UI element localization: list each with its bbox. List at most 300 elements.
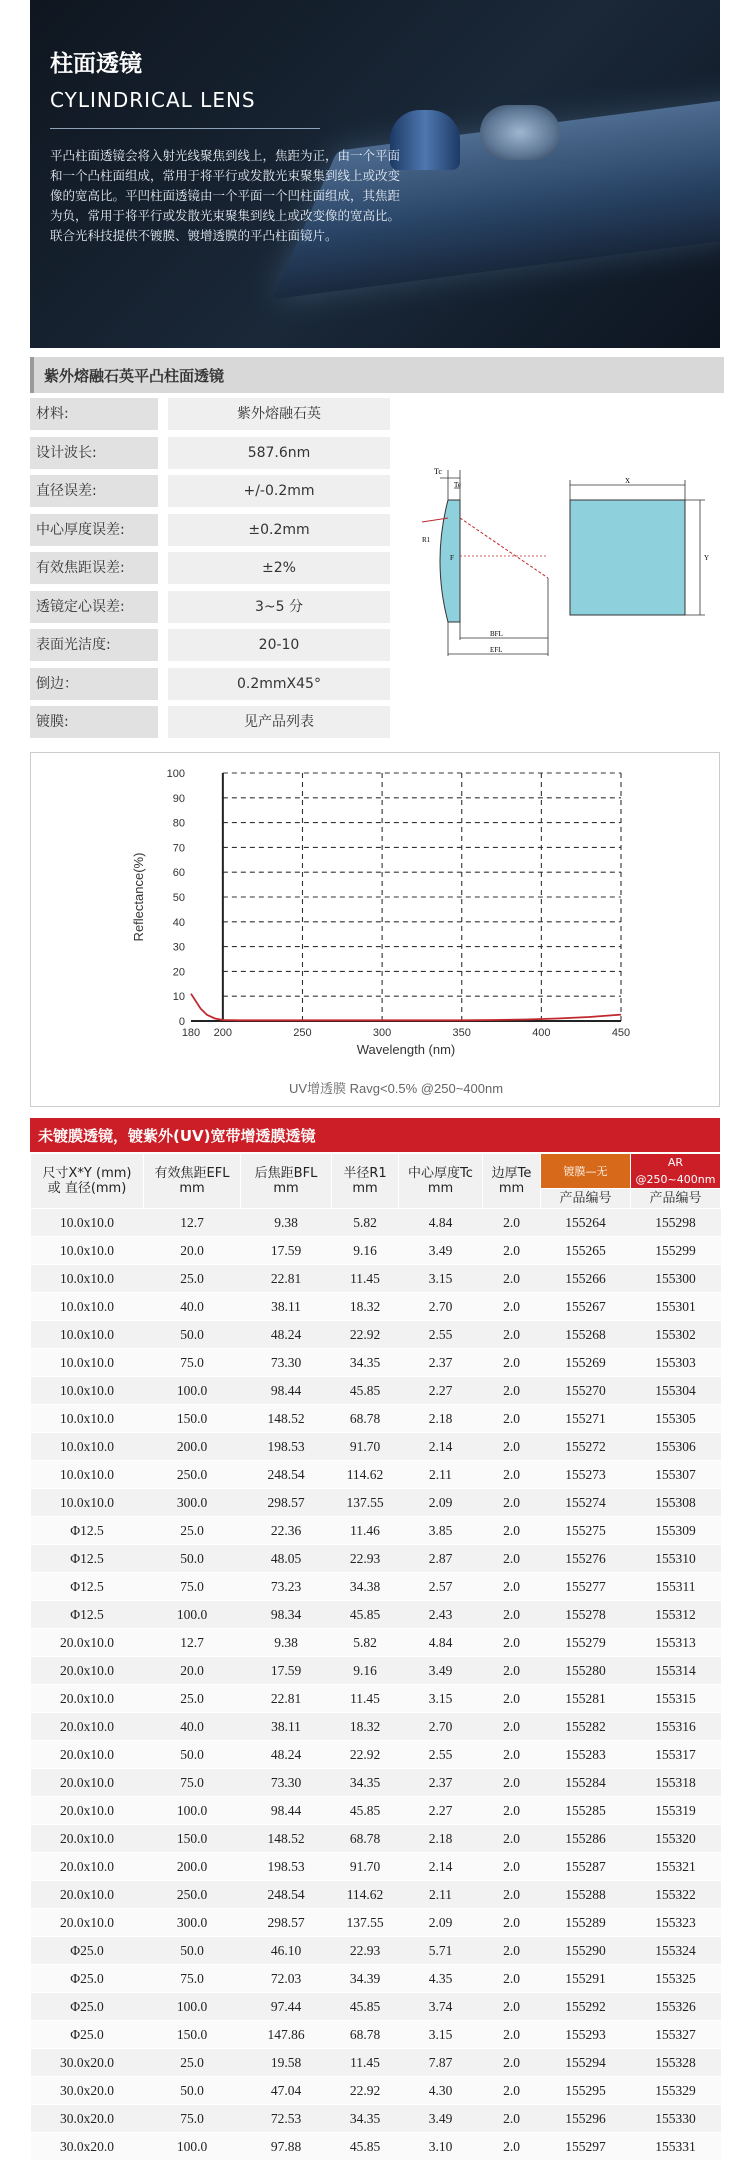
table-cell: 10.0x10.0 — [31, 1433, 144, 1461]
y-tick-label: 10 — [172, 991, 185, 1004]
table-cell: 25.0 — [144, 1517, 241, 1545]
table-cell: 155325 — [631, 1965, 721, 1993]
table-cell: 10.0x10.0 — [31, 1461, 144, 1489]
table-cell: 2.27 — [399, 1797, 483, 1825]
table-cell: 298.57 — [241, 1909, 332, 1937]
table-cell: 2.11 — [399, 1881, 483, 1909]
table-cell: 50.0 — [144, 2077, 241, 2105]
table-cell: 155274 — [541, 1489, 631, 1517]
table-cell: 2.0 — [483, 1657, 541, 1685]
table-cell: 20.0 — [144, 1657, 241, 1685]
table-cell: 12.7 — [144, 1629, 241, 1657]
table-cell: 2.0 — [483, 2105, 541, 2133]
table-cell: 20.0x10.0 — [31, 1741, 144, 1769]
table-cell: 155310 — [631, 1545, 721, 1573]
table-cell: 155321 — [631, 1853, 721, 1881]
header-pn-ar: 产品编号 — [631, 1189, 721, 1209]
table-cell: 75.0 — [144, 1965, 241, 1993]
table-cell: 155298 — [631, 1209, 721, 1237]
spec-label: 设计波长: — [30, 437, 158, 469]
table-cell: 34.35 — [332, 1769, 399, 1797]
table-cell: 2.55 — [399, 1321, 483, 1349]
table-cell: 2.0 — [483, 1461, 541, 1489]
table-row — [31, 1965, 721, 1993]
table-row — [31, 1433, 721, 1461]
table-row — [31, 1265, 721, 1293]
table-cell: 155313 — [631, 1629, 721, 1657]
y-tick-label: 100 — [166, 768, 185, 780]
table-cell: 2.0 — [483, 1489, 541, 1517]
table-cell: 98.34 — [241, 1601, 332, 1629]
spec-label: 表面光洁度: — [30, 629, 158, 661]
r1-label: R1 — [422, 536, 431, 544]
table-row — [31, 1825, 721, 1853]
table-cell: 3.49 — [399, 1657, 483, 1685]
f-label: F — [450, 554, 454, 562]
table-cell: 155272 — [541, 1433, 631, 1461]
spec-value: 见产品列表 — [168, 706, 390, 738]
table-cell: 300.0 — [144, 1909, 241, 1937]
table-cell: 250.0 — [144, 1461, 241, 1489]
y-tick-label: 80 — [172, 817, 185, 830]
table-cell: 2.0 — [483, 1545, 541, 1573]
table-cell: 48.05 — [241, 1545, 332, 1573]
y-label: Y — [704, 554, 710, 562]
table-cell: 155330 — [631, 2105, 721, 2133]
table-cell: 200.0 — [144, 1433, 241, 1461]
table-cell: 22.81 — [241, 1265, 332, 1293]
table-cell: 2.0 — [483, 1881, 541, 1909]
table-cell: 155324 — [631, 1937, 721, 1965]
table-cell: 17.59 — [241, 1657, 332, 1685]
table-cell: 2.11 — [399, 1461, 483, 1489]
table-cell: 68.78 — [332, 1405, 399, 1433]
table-cell: 75.0 — [144, 1769, 241, 1797]
table-cell: 19.58 — [241, 2049, 332, 2077]
y-tick-label: 50 — [172, 892, 185, 904]
table-cell: 155289 — [541, 1909, 631, 1937]
table-cell: 155317 — [631, 1741, 721, 1769]
table-cell: 155311 — [631, 1573, 721, 1601]
table-cell: 22.93 — [332, 1937, 399, 1965]
table-cell: 2.09 — [399, 1909, 483, 1937]
table-cell: 10.0x10.0 — [31, 1349, 144, 1377]
table-row — [31, 1937, 721, 1965]
table-cell: 68.78 — [332, 2021, 399, 2049]
table-cell: 100.0 — [144, 1377, 241, 1405]
table-cell: 20.0x10.0 — [31, 1853, 144, 1881]
table-cell: 30.0x20.0 — [31, 2077, 144, 2105]
x-tick-label: 180 — [181, 1027, 201, 1039]
table-cell: 155319 — [631, 1797, 721, 1825]
table-cell: 155287 — [541, 1853, 631, 1881]
table-cell: 2.0 — [483, 1769, 541, 1797]
table-cell: 91.70 — [332, 1433, 399, 1461]
table-cell: 155284 — [541, 1769, 631, 1797]
table-cell: 248.54 — [241, 1461, 332, 1489]
table-cell: 155267 — [541, 1293, 631, 1321]
spec-value: 587.6nm — [168, 437, 390, 469]
table-cell: 2.0 — [483, 1209, 541, 1237]
table-row — [31, 1545, 721, 1573]
table-cell: 147.86 — [241, 2021, 332, 2049]
table-row — [31, 1517, 721, 1545]
header-ar-coated: AR @250~400nm — [631, 1154, 721, 1189]
spec-label: 材料: — [30, 398, 158, 430]
table-cell: 50.0 — [144, 1741, 241, 1769]
table-cell: 155320 — [631, 1825, 721, 1853]
table-cell: 10.0x10.0 — [31, 1321, 144, 1349]
spec-label: 中心厚度误差: — [30, 514, 158, 546]
header-uncoated: 镀膜—无 — [541, 1154, 631, 1189]
table-cell: 155290 — [541, 1937, 631, 1965]
table-cell: 2.43 — [399, 1601, 483, 1629]
table-cell: Φ25.0 — [31, 1993, 144, 2021]
table-cell: 20.0x10.0 — [31, 1825, 144, 1853]
x-tick-label: 250 — [293, 1027, 312, 1039]
table-cell: 2.0 — [483, 1797, 541, 1825]
table-row — [31, 1853, 721, 1881]
table-cell: 137.55 — [332, 1489, 399, 1517]
table-cell: 2.0 — [483, 1517, 541, 1545]
table-cell: 155285 — [541, 1797, 631, 1825]
table-cell: 25.0 — [144, 1265, 241, 1293]
table-row — [31, 1769, 721, 1797]
spec-value: ±2% — [168, 552, 390, 584]
table-cell: 2.0 — [483, 1993, 541, 2021]
spec-value: 3~5 分 — [168, 591, 390, 623]
table-cell: 4.35 — [399, 1965, 483, 1993]
table-cell: 155297 — [541, 2133, 631, 2161]
table-row — [31, 2049, 721, 2077]
table-cell: 2.18 — [399, 1405, 483, 1433]
y-tick-label: 60 — [172, 867, 185, 880]
table-cell: 155323 — [631, 1909, 721, 1937]
x-tick-label: 350 — [452, 1027, 471, 1039]
table-cell: 9.38 — [241, 1209, 332, 1237]
table-cell: 155264 — [541, 1209, 631, 1237]
table-cell: 5.71 — [399, 1937, 483, 1965]
table-cell: 3.85 — [399, 1517, 483, 1545]
table-cell: 155316 — [631, 1713, 721, 1741]
header-r1: 半径R1 mm — [332, 1154, 399, 1209]
spec-value: +/-0.2mm — [168, 475, 390, 507]
table-cell: 2.0 — [483, 1853, 541, 1881]
x-tick-label: 450 — [611, 1027, 631, 1039]
reflectance-series-line — [191, 994, 621, 1021]
table-cell: 155295 — [541, 2077, 631, 2105]
spec-label: 有效焦距误差: — [30, 552, 158, 584]
table-cell: 9.16 — [332, 1237, 399, 1265]
table-cell: 2.0 — [483, 1237, 541, 1265]
table-cell: 50.0 — [144, 1321, 241, 1349]
table-cell: 20.0 — [144, 1237, 241, 1265]
table-cell: 2.0 — [483, 1377, 541, 1405]
table-cell: 9.16 — [332, 1657, 399, 1685]
spec-value: 紫外熔融石英 — [168, 398, 390, 430]
table-cell: 155273 — [541, 1461, 631, 1489]
table-cell: 3.15 — [399, 2021, 483, 2049]
table-cell: 22.93 — [332, 1545, 399, 1573]
table-cell: 20.0x10.0 — [31, 1881, 144, 1909]
table-cell: 3.10 — [399, 2133, 483, 2161]
table-cell: 73.30 — [241, 1349, 332, 1377]
table-cell: 250.0 — [144, 1881, 241, 1909]
table-cell: Φ25.0 — [31, 1965, 144, 1993]
table-cell: 7.87 — [399, 2049, 483, 2077]
tc-label: Tc — [434, 467, 442, 476]
table-row — [31, 2133, 721, 2161]
table-cell: 155306 — [631, 1433, 721, 1461]
table-cell: 2.0 — [483, 1741, 541, 1769]
table-cell: 45.85 — [332, 1797, 399, 1825]
table-cell: 2.0 — [483, 1629, 541, 1657]
table-cell: 50.0 — [144, 1545, 241, 1573]
table-cell: 155304 — [631, 1377, 721, 1405]
table-cell: 2.0 — [483, 2077, 541, 2105]
efl-label: EFL — [490, 646, 503, 654]
hero-divider — [50, 128, 320, 129]
table-cell: 17.59 — [241, 1237, 332, 1265]
table-cell: 100.0 — [144, 1601, 241, 1629]
table-cell: 72.53 — [241, 2105, 332, 2133]
table-cell: 10.0x10.0 — [31, 1237, 144, 1265]
x-tick-label: 400 — [532, 1027, 551, 1039]
table-cell: 20.0x10.0 — [31, 1713, 144, 1741]
table-cell: 10.0x10.0 — [31, 1405, 144, 1433]
table-cell: 2.37 — [399, 1769, 483, 1797]
table-cell: 137.55 — [332, 1909, 399, 1937]
table-cell: 45.85 — [332, 1377, 399, 1405]
table-cell: 198.53 — [241, 1433, 332, 1461]
table-cell: 30.0x20.0 — [31, 2049, 144, 2077]
table-cell: 75.0 — [144, 1349, 241, 1377]
y-tick-label: 70 — [172, 842, 185, 855]
table-cell: 298.57 — [241, 1489, 332, 1517]
table-cell: 18.32 — [332, 1293, 399, 1321]
table-cell: 155270 — [541, 1377, 631, 1405]
table-cell: 155278 — [541, 1601, 631, 1629]
table-row — [31, 1209, 721, 1237]
table-cell: 12.7 — [144, 1209, 241, 1237]
table-cell: 150.0 — [144, 1405, 241, 1433]
table-row — [31, 1601, 721, 1629]
table-cell: 114.62 — [332, 1461, 399, 1489]
table-cell: 155331 — [631, 2133, 721, 2161]
table-cell: 2.0 — [483, 1265, 541, 1293]
lens-front-view — [570, 500, 685, 615]
table-cell: 11.45 — [332, 2049, 399, 2077]
table-cell: 10.0x10.0 — [31, 1377, 144, 1405]
table-cell: 155282 — [541, 1713, 631, 1741]
table-cell: 22.92 — [332, 2077, 399, 2105]
chart-caption: UV增透膜 Ravg<0.5% @250~400nm — [288, 1081, 504, 1096]
spec-value: ±0.2mm — [168, 514, 390, 546]
table-cell: 155300 — [631, 1265, 721, 1293]
reflectance-chart-svg — [31, 753, 719, 1106]
x-axis-label: Wavelength (nm) — [356, 1042, 456, 1057]
table-cell: 97.88 — [241, 2133, 332, 2161]
table-cell: 20.0x10.0 — [31, 1657, 144, 1685]
y-tick-label: 20 — [172, 966, 185, 979]
table-cell: 2.0 — [483, 1685, 541, 1713]
spec-value: 0.2mmX45° — [168, 668, 390, 700]
table-cell: 73.23 — [241, 1573, 332, 1601]
table-cell: 20.0x10.0 — [31, 1769, 144, 1797]
table-cell: 148.52 — [241, 1825, 332, 1853]
table-cell: 155293 — [541, 2021, 631, 2049]
y-tick-label: 40 — [172, 916, 185, 929]
table-cell: 155322 — [631, 1881, 721, 1909]
header-efl: 有效焦距EFL mm — [144, 1154, 241, 1209]
table-cell: 4.30 — [399, 2077, 483, 2105]
table-cell: 34.39 — [332, 1965, 399, 1993]
table-cell: 2.0 — [483, 1825, 541, 1853]
table-cell: 3.74 — [399, 1993, 483, 2021]
table-cell: 25.0 — [144, 2049, 241, 2077]
spec-label: 直径误差: — [30, 475, 158, 507]
table-cell: 98.44 — [241, 1377, 332, 1405]
spec-label: 镀膜: — [30, 706, 158, 738]
table-cell: 155307 — [631, 1461, 721, 1489]
bfl-label: BFL — [490, 630, 503, 638]
table-cell: 47.04 — [241, 2077, 332, 2105]
table-cell: 155292 — [541, 1993, 631, 2021]
table-row — [31, 1461, 721, 1489]
y-tick-label: 0 — [178, 1016, 185, 1028]
table-cell: 45.85 — [332, 1993, 399, 2021]
table-row — [31, 1909, 721, 1937]
table-row — [31, 1741, 721, 1769]
table-cell: 155280 — [541, 1657, 631, 1685]
table-cell: 30.0x20.0 — [31, 2133, 144, 2161]
table-cell: 100.0 — [144, 1797, 241, 1825]
table-cell: 38.11 — [241, 1713, 332, 1741]
header-tc: 中心厚度Tc mm — [399, 1154, 483, 1209]
product-section-bar — [30, 1118, 720, 1152]
table-cell: 155281 — [541, 1685, 631, 1713]
spec-label: 倒边： — [30, 668, 158, 700]
table-cell: 2.18 — [399, 1825, 483, 1853]
table-cell: 48.24 — [241, 1741, 332, 1769]
table-cell: 5.82 — [332, 1209, 399, 1237]
table-cell: 2.37 — [399, 1349, 483, 1377]
table-cell: Φ25.0 — [31, 2021, 144, 2049]
table-cell: 4.84 — [399, 1209, 483, 1237]
table-cell: 38.11 — [241, 1293, 332, 1321]
table-row — [31, 1629, 721, 1657]
table-row — [31, 1657, 721, 1685]
table-cell: 2.0 — [483, 1601, 541, 1629]
table-row — [31, 2105, 721, 2133]
table-cell: 155301 — [631, 1293, 721, 1321]
table-cell: 2.57 — [399, 1573, 483, 1601]
table-cell: 10.0x10.0 — [31, 1209, 144, 1237]
spec-value: 20-10 — [168, 629, 390, 661]
table-cell: 10.0x10.0 — [31, 1489, 144, 1517]
table-cell: 48.24 — [241, 1321, 332, 1349]
table-cell: 155308 — [631, 1489, 721, 1517]
table-cell: 155299 — [631, 1237, 721, 1265]
table-cell: 148.52 — [241, 1405, 332, 1433]
table-cell: 114.62 — [332, 1881, 399, 1909]
table-cell: 5.82 — [332, 1629, 399, 1657]
table-cell: 72.03 — [241, 1965, 332, 1993]
table-cell: 97.44 — [241, 1993, 332, 2021]
table-cell: Φ12.5 — [31, 1601, 144, 1629]
product-section-title: 未镀膜透镜，镀紫外(UV)宽带增透膜透镜 — [38, 1127, 316, 1145]
table-cell: 2.0 — [483, 2133, 541, 2161]
table-cell: 155276 — [541, 1545, 631, 1573]
table-row — [31, 1405, 721, 1433]
table-cell: 248.54 — [241, 1881, 332, 1909]
table-cell: 3.49 — [399, 2105, 483, 2133]
table-cell: 73.30 — [241, 1769, 332, 1797]
table-row — [31, 1993, 721, 2021]
table-cell: 2.27 — [399, 1377, 483, 1405]
table-cell: 155328 — [631, 2049, 721, 2077]
table-row — [31, 1489, 721, 1517]
x-tick-label: 200 — [213, 1027, 233, 1039]
table-row — [31, 2021, 721, 2049]
table-cell: 11.45 — [332, 1685, 399, 1713]
lens-diagram — [420, 460, 720, 670]
table-cell: 2.09 — [399, 1489, 483, 1517]
section-title: 紫外熔融石英平凸柱面透镜 — [44, 367, 225, 385]
table-cell: 50.0 — [144, 1937, 241, 1965]
table-cell: Φ12.5 — [31, 1573, 144, 1601]
table-cell: 3.15 — [399, 1685, 483, 1713]
table-cell: 2.0 — [483, 2049, 541, 2077]
table-cell: 155266 — [541, 1265, 631, 1293]
table-cell: 155329 — [631, 2077, 721, 2105]
table-cell: 200.0 — [144, 1853, 241, 1881]
y-tick-label: 30 — [172, 941, 185, 954]
y-tick-label: 90 — [172, 792, 185, 805]
table-cell: 34.35 — [332, 2105, 399, 2133]
table-cell: 3.49 — [399, 1237, 483, 1265]
table-row — [31, 1713, 721, 1741]
table-cell: 10.0x10.0 — [31, 1293, 144, 1321]
table-row — [31, 1573, 721, 1601]
table-cell: 155277 — [541, 1573, 631, 1601]
table-cell: 20.0x10.0 — [31, 1797, 144, 1825]
table-cell: 2.70 — [399, 1713, 483, 1741]
table-cell: 25.0 — [144, 1685, 241, 1713]
table-cell: 2.0 — [483, 1433, 541, 1461]
table-row — [31, 2077, 721, 2105]
table-cell: 155283 — [541, 1741, 631, 1769]
table-cell: Φ12.5 — [31, 1517, 144, 1545]
table-cell: 155294 — [541, 2049, 631, 2077]
table-cell: 3.15 — [399, 1265, 483, 1293]
table-cell: 75.0 — [144, 2105, 241, 2133]
table-cell: 2.55 — [399, 1741, 483, 1769]
table-cell: 2.0 — [483, 1349, 541, 1377]
table-cell: 45.85 — [332, 2133, 399, 2161]
table-cell: 34.35 — [332, 1349, 399, 1377]
table-cell: 2.0 — [483, 1573, 541, 1601]
hero-banner — [30, 0, 720, 348]
round-lens-image — [480, 105, 560, 160]
table-cell: 155291 — [541, 1965, 631, 1993]
table-cell: 155314 — [631, 1657, 721, 1685]
table-cell: 155315 — [631, 1685, 721, 1713]
table-cell: 300.0 — [144, 1489, 241, 1517]
table-cell: 2.0 — [483, 1909, 541, 1937]
table-cell: 4.84 — [399, 1629, 483, 1657]
table-cell: 155268 — [541, 1321, 631, 1349]
